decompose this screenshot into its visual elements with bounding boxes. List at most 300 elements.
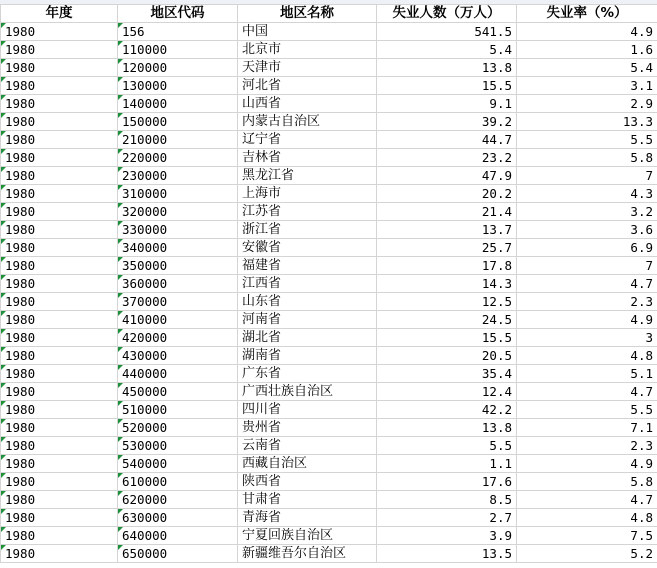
year-cell[interactable] [1,23,118,41]
cell-value: 西藏自治区 [242,456,308,471]
region-code-cell[interactable] [118,221,238,239]
unemployed-cell[interactable] [377,365,517,383]
unemployment-rate-cell[interactable] [517,77,657,95]
cell-value: 1980 [5,276,36,291]
cell-value: 220000 [122,150,168,165]
unemployed-cell[interactable] [377,41,517,59]
cell-value: 14.3 [481,276,512,291]
region-name-cell[interactable] [238,437,377,455]
cell-value: 8.5 [489,492,512,507]
year-cell[interactable] [1,455,118,473]
header-unemployed[interactable]: 失业人数（万人） [377,5,517,23]
error-indicator-icon[interactable] [118,527,123,532]
error-indicator-icon[interactable] [1,419,6,424]
error-indicator-icon[interactable] [118,491,123,496]
error-indicator-icon[interactable] [1,383,6,388]
cell-value: 1980 [5,384,36,399]
region-name-cell[interactable] [238,59,377,77]
unemployment-rate-cell[interactable] [517,419,657,437]
cell-value: 4.9 [630,312,653,327]
error-indicator-icon[interactable] [1,437,6,442]
unemployed-cell[interactable] [377,473,517,491]
region-code-cell[interactable] [118,419,238,437]
table-row [1,113,657,131]
region-code-cell[interactable] [118,275,238,293]
year-cell[interactable] [1,77,118,95]
table-row [1,257,657,275]
region-code-cell[interactable] [118,473,238,491]
region-name-cell[interactable] [238,545,377,563]
cell-value: 1980 [5,510,36,525]
unemployment-rate-cell[interactable] [517,491,657,509]
error-indicator-icon[interactable] [118,59,123,64]
header-row [1,5,657,23]
cell-value: 13.5 [481,546,512,561]
unemployed-cell[interactable] [377,221,517,239]
error-indicator-icon[interactable] [1,203,6,208]
unemployed-cell[interactable] [377,113,517,131]
unemployment-rate-cell[interactable] [517,257,657,275]
error-indicator-icon[interactable] [1,131,6,136]
error-indicator-icon[interactable] [1,59,6,64]
error-indicator-icon[interactable] [118,311,123,316]
unemployed-cell[interactable] [377,437,517,455]
error-indicator-icon[interactable] [118,383,123,388]
cell-value: 5.8 [630,474,653,489]
cell-value: 13.3 [622,114,653,129]
cell-value: 350000 [122,258,168,273]
region-code-cell[interactable] [118,203,238,221]
error-indicator-icon[interactable] [118,185,123,190]
region-code-cell[interactable] [118,257,238,275]
region-name-cell[interactable] [238,95,377,113]
error-indicator-icon[interactable] [118,95,123,100]
cell-value: 360000 [122,276,168,291]
year-cell[interactable] [1,365,118,383]
unemployment-rate-cell[interactable] [517,509,657,527]
error-indicator-icon[interactable] [118,257,123,262]
region-name-cell[interactable] [238,257,377,275]
cell-value: 13.8 [481,420,512,435]
year-cell[interactable] [1,59,118,77]
unemployment-rate-cell[interactable] [517,185,657,203]
table-row [1,437,657,455]
year-cell[interactable] [1,293,118,311]
region-name-cell[interactable] [238,113,377,131]
unemployed-cell[interactable] [377,347,517,365]
cell-value: 7 [645,258,653,273]
year-cell[interactable] [1,545,118,563]
unemployed-cell[interactable] [377,509,517,527]
region-name-cell[interactable] [238,275,377,293]
region-code-cell[interactable] [118,527,238,545]
error-indicator-icon[interactable] [118,545,123,550]
year-cell[interactable] [1,167,118,185]
table-row [1,239,657,257]
error-indicator-icon[interactable] [118,401,123,406]
error-indicator-icon[interactable] [1,545,6,550]
cell-value: 110000 [122,42,168,57]
unemployed-cell[interactable] [377,203,517,221]
error-indicator-icon[interactable] [118,455,123,460]
region-name-cell[interactable] [238,203,377,221]
unemployed-cell[interactable] [377,239,517,257]
error-indicator-icon[interactable] [1,149,6,154]
cell-value: 1980 [5,24,36,39]
region-code-cell[interactable] [118,365,238,383]
table-row [1,365,657,383]
error-indicator-icon[interactable] [118,167,123,172]
region-code-cell[interactable] [118,545,238,563]
year-cell[interactable] [1,527,118,545]
region-name-cell[interactable] [238,491,377,509]
error-indicator-icon[interactable] [1,365,6,370]
cell-value: 1980 [5,78,36,93]
year-cell[interactable] [1,149,118,167]
region-code-cell[interactable] [118,167,238,185]
region-name-cell[interactable] [238,221,377,239]
cell-value: 17.6 [481,474,512,489]
unemployment-rate-cell[interactable] [517,221,657,239]
error-indicator-icon[interactable] [1,527,6,532]
region-code-cell[interactable] [118,311,238,329]
region-code-cell[interactable] [118,509,238,527]
region-name-cell[interactable] [238,419,377,437]
region-code-cell[interactable] [118,401,238,419]
cell-value: 9.1 [489,96,512,111]
cell-value: 150000 [122,114,168,129]
region-code-cell[interactable] [118,491,238,509]
region-name-cell[interactable] [238,311,377,329]
region-name-cell[interactable] [238,167,377,185]
table-row [1,95,657,113]
header-unemployment-rate[interactable]: 失业率（%） [517,5,657,23]
header-year[interactable]: 年度 [1,5,118,23]
region-code-cell[interactable] [118,329,238,347]
region-code-cell[interactable] [118,149,238,167]
unemployed-cell[interactable] [377,419,517,437]
cell-value: 1980 [5,474,36,489]
cell-value: 上海市 [242,186,282,201]
unemployed-cell[interactable] [377,455,517,473]
error-indicator-icon[interactable] [1,293,6,298]
cell-value: 25.7 [481,240,512,255]
error-indicator-icon[interactable] [1,455,6,460]
cell-value: 5.5 [489,438,512,453]
region-name-cell[interactable] [238,329,377,347]
region-name-cell[interactable] [238,401,377,419]
cell-value: 15.5 [481,78,512,93]
cell-value: 1980 [5,204,36,219]
cell-value: 1980 [5,168,36,183]
unemployment-rate-cell[interactable] [517,347,657,365]
unemployed-cell[interactable] [377,311,517,329]
unemployment-rate-cell[interactable] [517,401,657,419]
unemployed-cell[interactable] [377,149,517,167]
error-indicator-icon[interactable] [1,347,6,352]
unemployment-rate-cell[interactable] [517,383,657,401]
unemployment-rate-cell[interactable] [517,239,657,257]
region-name-cell[interactable] [238,239,377,257]
region-name-cell[interactable] [238,77,377,95]
unemployment-rate-cell[interactable] [517,545,657,563]
region-code-cell[interactable] [118,113,238,131]
cell-value: 3 [645,330,653,345]
error-indicator-icon[interactable] [118,347,123,352]
region-name-cell[interactable] [238,293,377,311]
unemployment-rate-cell[interactable] [517,455,657,473]
error-indicator-icon[interactable] [1,473,6,478]
cell-value: 7 [645,168,653,183]
year-cell[interactable] [1,311,118,329]
cell-value: 1980 [5,186,36,201]
error-indicator-icon[interactable] [1,77,6,82]
error-indicator-icon[interactable] [118,509,123,514]
region-name-cell[interactable] [238,383,377,401]
header-region-name[interactable]: 地区名称 [238,5,377,23]
cell-value: 540000 [122,456,168,471]
unemployed-cell[interactable] [377,77,517,95]
region-name-cell[interactable] [238,23,377,41]
table-row [1,149,657,167]
cell-value: 甘肃省 [242,492,282,507]
cell-value: 520000 [122,420,168,435]
cell-value: 1.6 [630,42,653,57]
cell-value: 7.1 [630,420,653,435]
cell-value: 1980 [5,546,36,561]
year-cell[interactable] [1,113,118,131]
unemployment-rate-cell[interactable] [517,149,657,167]
year-cell[interactable] [1,437,118,455]
error-indicator-icon[interactable] [118,419,123,424]
error-indicator-icon[interactable] [1,221,6,226]
cell-value: 3.1 [630,78,653,93]
cell-value: 20.2 [481,186,512,201]
unemployed-cell[interactable] [377,257,517,275]
year-cell[interactable] [1,239,118,257]
error-indicator-icon[interactable] [1,167,6,172]
cell-value: 340000 [122,240,168,255]
region-code-cell[interactable] [118,59,238,77]
cell-value: 450000 [122,384,168,399]
year-cell[interactable] [1,401,118,419]
cell-value: 4.7 [630,492,653,507]
error-indicator-icon[interactable] [118,293,123,298]
table-row [1,347,657,365]
table-row [1,221,657,239]
unemployed-cell[interactable] [377,293,517,311]
error-indicator-icon[interactable] [118,203,123,208]
error-indicator-icon[interactable] [1,239,6,244]
region-code-cell[interactable] [118,437,238,455]
unemployment-rate-cell[interactable] [517,311,657,329]
region-code-cell[interactable] [118,41,238,59]
cell-value: 610000 [122,474,168,489]
error-indicator-icon[interactable] [118,437,123,442]
unemployment-rate-cell[interactable] [517,203,657,221]
cell-value: 7.5 [630,528,653,543]
cell-value: 1980 [5,60,36,75]
unemployment-rate-cell[interactable] [517,113,657,131]
error-indicator-icon[interactable] [118,473,123,478]
error-indicator-icon[interactable] [118,149,123,154]
error-indicator-icon[interactable] [1,275,6,280]
cell-value: 2.3 [630,438,653,453]
year-cell[interactable] [1,491,118,509]
error-indicator-icon[interactable] [118,131,123,136]
unemployment-rate-cell[interactable] [517,365,657,383]
table-row [1,59,657,77]
region-code-cell[interactable] [118,95,238,113]
unemployment-rate-cell[interactable] [517,437,657,455]
cell-value: 13.7 [481,222,512,237]
unemployed-cell[interactable] [377,23,517,41]
year-cell[interactable] [1,257,118,275]
cell-value: 广西壮族自治区 [242,384,334,399]
cell-value: 青海省 [242,510,282,525]
region-name-cell[interactable] [238,41,377,59]
unemployment-rate-cell[interactable] [517,59,657,77]
year-cell[interactable] [1,221,118,239]
year-cell[interactable] [1,275,118,293]
unemployed-cell[interactable] [377,131,517,149]
unemployment-rate-cell[interactable] [517,41,657,59]
year-cell[interactable] [1,41,118,59]
unemployed-cell[interactable] [377,383,517,401]
error-indicator-icon[interactable] [1,329,6,334]
error-indicator-icon[interactable] [118,221,123,226]
error-indicator-icon[interactable] [1,257,6,262]
unemployment-rate-cell[interactable] [517,167,657,185]
region-code-cell[interactable] [118,455,238,473]
unemployed-cell[interactable] [377,545,517,563]
cell-value: 河北省 [242,78,282,93]
cell-value: 4.8 [630,510,653,525]
cell-value: 15.5 [481,330,512,345]
table-row [1,401,657,419]
region-code-cell[interactable] [118,185,238,203]
region-code-cell[interactable] [118,383,238,401]
unemployment-rate-cell[interactable] [517,329,657,347]
cell-value: 6.9 [630,240,653,255]
region-code-cell[interactable] [118,239,238,257]
error-indicator-icon[interactable] [118,23,123,28]
region-name-cell[interactable] [238,149,377,167]
unemployed-cell[interactable] [377,167,517,185]
unemployment-rate-cell[interactable] [517,23,657,41]
unemployment-rate-cell[interactable] [517,131,657,149]
year-cell[interactable] [1,383,118,401]
region-name-cell[interactable] [238,527,377,545]
unemployed-cell[interactable] [377,401,517,419]
table-row [1,383,657,401]
cell-value: 4.7 [630,276,653,291]
region-name-cell[interactable] [238,365,377,383]
region-name-cell[interactable] [238,347,377,365]
error-indicator-icon[interactable] [1,95,6,100]
table-row [1,293,657,311]
error-indicator-icon[interactable] [1,185,6,190]
error-indicator-icon[interactable] [1,311,6,316]
year-cell[interactable] [1,509,118,527]
cell-value: 156 [122,24,145,39]
table-row [1,311,657,329]
year-cell[interactable] [1,131,118,149]
error-indicator-icon[interactable] [1,113,6,118]
cell-value: 天津市 [242,60,282,75]
table-row [1,185,657,203]
error-indicator-icon[interactable] [118,77,123,82]
unemployment-rate-cell[interactable] [517,275,657,293]
region-name-cell[interactable] [238,455,377,473]
unemployed-cell[interactable] [377,275,517,293]
region-code-cell[interactable] [118,23,238,41]
unemployment-rate-cell[interactable] [517,293,657,311]
year-cell[interactable] [1,95,118,113]
cell-value: 541.5 [474,24,512,39]
region-name-cell[interactable] [238,131,377,149]
year-cell[interactable] [1,329,118,347]
unemployment-rate-cell[interactable] [517,527,657,545]
unemployed-cell[interactable] [377,95,517,113]
cell-value: 5.5 [630,402,653,417]
cell-value: 2.3 [630,294,653,309]
region-name-cell[interactable] [238,185,377,203]
error-indicator-icon[interactable] [118,329,123,334]
year-cell[interactable] [1,347,118,365]
unemployed-cell[interactable] [377,329,517,347]
unemployed-cell[interactable] [377,59,517,77]
error-indicator-icon[interactable] [118,113,123,118]
cell-value: 24.5 [481,312,512,327]
unemployment-rate-cell[interactable] [517,473,657,491]
cell-value: 370000 [122,294,168,309]
cell-value: 130000 [122,78,168,93]
region-code-cell[interactable] [118,77,238,95]
error-indicator-icon[interactable] [1,23,6,28]
year-cell[interactable] [1,419,118,437]
unemployed-cell[interactable] [377,491,517,509]
unemployed-cell[interactable] [377,527,517,545]
error-indicator-icon[interactable] [1,401,6,406]
unemployment-rate-cell[interactable] [517,95,657,113]
error-indicator-icon[interactable] [118,275,123,280]
error-indicator-icon[interactable] [1,41,6,46]
year-cell[interactable] [1,185,118,203]
cell-value: 47.9 [481,168,512,183]
cell-value: 福建省 [242,258,282,273]
year-cell[interactable] [1,203,118,221]
region-code-cell[interactable] [118,293,238,311]
cell-value: 44.7 [481,132,512,147]
cell-value: 浙江省 [242,222,282,237]
error-indicator-icon[interactable] [118,41,123,46]
year-cell[interactable] [1,473,118,491]
cell-value: 510000 [122,402,168,417]
error-indicator-icon[interactable] [1,491,6,496]
cell-value: 1980 [5,420,36,435]
region-code-cell[interactable] [118,131,238,149]
cell-value: 江西省 [242,276,282,291]
header-region-code[interactable]: 地区代码 [118,5,238,23]
region-code-cell[interactable] [118,347,238,365]
region-name-cell[interactable] [238,473,377,491]
region-name-cell[interactable] [238,509,377,527]
unemployed-cell[interactable] [377,185,517,203]
error-indicator-icon[interactable] [118,239,123,244]
error-indicator-icon[interactable] [118,365,123,370]
error-indicator-icon[interactable] [1,509,6,514]
